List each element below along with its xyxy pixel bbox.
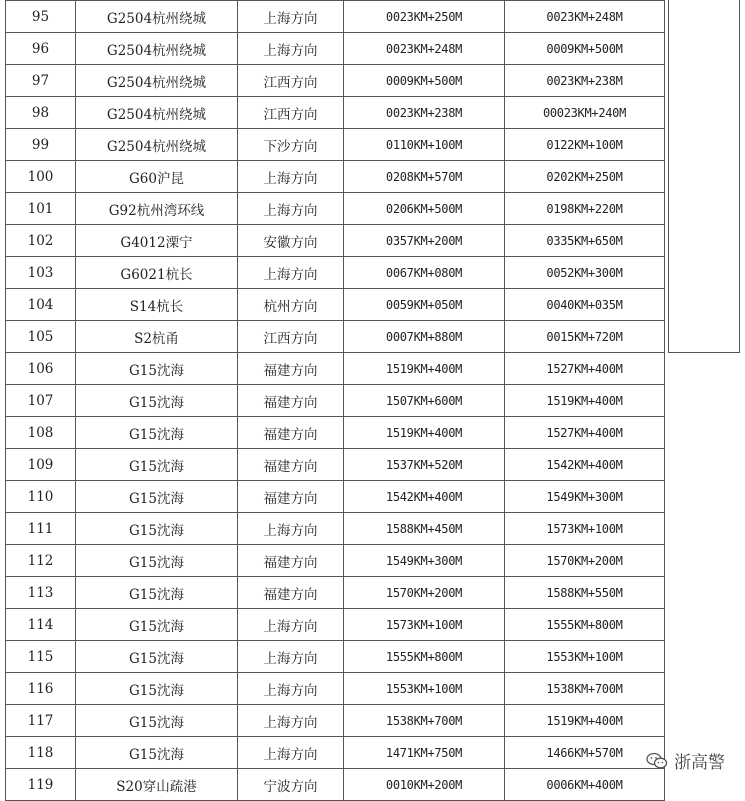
cell-end-stake: 0009KM+500M [505,33,665,65]
table-row [6,161,665,193]
table-row [6,769,665,801]
cell-road: G15沈海 [76,705,238,737]
cell-road: G15沈海 [76,609,238,641]
cell-end-stake: 0015KM+720M [505,321,665,353]
table-row [6,257,665,289]
table-row [6,481,665,513]
cell-direction: 杭州方向 [238,289,344,321]
cell-road: G15沈海 [76,385,238,417]
cell-end-stake: 0052KM+300M [505,257,665,289]
table-row [6,673,665,705]
cell-direction: 福建方向 [238,385,344,417]
cell-road: G15沈海 [76,513,238,545]
cell-direction: 福建方向 [238,417,344,449]
cell-direction: 福建方向 [238,481,344,513]
cell-direction: 福建方向 [238,449,344,481]
road-section-table [5,0,665,801]
cell-direction: 上海方向 [238,609,344,641]
outer-border-bottom [668,352,740,353]
cell-end-stake: 1588KM+550M [505,577,665,609]
table-row [6,737,665,769]
cell-end-stake: 0023KM+238M [505,65,665,97]
cell-start-stake: 0206KM+500M [344,193,505,225]
cell-end-stake: 0006KM+400M [505,769,665,801]
cell-start-stake: 1519KM+400M [344,417,505,449]
cell-direction: 上海方向 [238,257,344,289]
cell-road: S2杭甬 [76,321,238,353]
cell-direction: 上海方向 [238,673,344,705]
cell-start-stake: 0023KM+250M [344,1,505,33]
cell-end-stake: 1549KM+300M [505,481,665,513]
cell-end-stake: 1538KM+700M [505,673,665,705]
cell-direction: 福建方向 [238,353,344,385]
cell-index: 106 [6,353,76,385]
cell-index: 119 [6,769,76,801]
cell-road: G15沈海 [76,417,238,449]
cell-index: 105 [6,321,76,353]
cell-road: G92杭州湾环线 [76,193,238,225]
cell-end-stake: 1519KM+400M [505,385,665,417]
cell-index: 104 [6,289,76,321]
cell-road: G15沈海 [76,673,238,705]
table-body [6,1,665,801]
cell-start-stake: 1553KM+100M [344,673,505,705]
table-row [6,513,665,545]
cell-direction: 福建方向 [238,577,344,609]
cell-end-stake: 0040KM+035M [505,289,665,321]
table-row [6,97,665,129]
cell-start-stake: 1570KM+200M [344,577,505,609]
cell-start-stake: 1549KM+300M [344,545,505,577]
cell-end-stake: 1466KM+570M [505,737,665,769]
cell-road: G2504杭州绕城 [76,97,238,129]
table-row [6,449,665,481]
cell-road: G15沈海 [76,641,238,673]
table-row [6,417,665,449]
cell-direction: 下沙方向 [238,129,344,161]
cell-index: 95 [6,1,76,33]
cell-road: G15沈海 [76,545,238,577]
table-row [6,193,665,225]
cell-end-stake: 1555KM+800M [505,609,665,641]
cell-road: G15沈海 [76,737,238,769]
cell-road: G2504杭州绕城 [76,65,238,97]
cell-road: G15沈海 [76,353,238,385]
cell-road: G15沈海 [76,577,238,609]
cell-index: 108 [6,417,76,449]
cell-index: 102 [6,225,76,257]
cell-direction: 上海方向 [238,641,344,673]
cell-end-stake: 0198KM+220M [505,193,665,225]
cell-start-stake: 0009KM+500M [344,65,505,97]
cell-direction: 上海方向 [238,161,344,193]
cell-start-stake: 1471KM+750M [344,737,505,769]
cell-end-stake: 1519KM+400M [505,705,665,737]
cell-road: G15沈海 [76,481,238,513]
table-row [6,545,665,577]
cell-end-stake: 1542KM+400M [505,449,665,481]
cell-direction: 上海方向 [238,193,344,225]
cell-direction: 安徽方向 [238,225,344,257]
watermark-text: 浙高警 [674,753,725,773]
cell-index: 107 [6,385,76,417]
cell-end-stake: 0122KM+100M [505,129,665,161]
cell-index: 100 [6,161,76,193]
outer-border-right [739,0,740,353]
cell-end-stake: 00023KM+240M [505,97,665,129]
cell-index: 112 [6,545,76,577]
cell-start-stake: 0067KM+080M [344,257,505,289]
cell-direction: 上海方向 [238,1,344,33]
cell-index: 114 [6,609,76,641]
cell-start-stake: 1573KM+100M [344,609,505,641]
cell-index: 109 [6,449,76,481]
cell-direction: 江西方向 [238,65,344,97]
cell-index: 116 [6,673,76,705]
cell-direction: 上海方向 [238,705,344,737]
table-row [6,353,665,385]
cell-end-stake: 0202KM+250M [505,161,665,193]
cell-road: G2504杭州绕城 [76,1,238,33]
cell-direction: 上海方向 [238,737,344,769]
table-row [6,609,665,641]
cell-start-stake: 0023KM+248M [344,33,505,65]
cell-index: 117 [6,705,76,737]
table-row [6,321,665,353]
cell-direction: 宁波方向 [238,769,344,801]
cell-index: 111 [6,513,76,545]
cell-start-stake: 0059KM+050M [344,289,505,321]
cell-index: 110 [6,481,76,513]
cell-direction: 江西方向 [238,97,344,129]
cell-road: G4012溧宁 [76,225,238,257]
cell-start-stake: 1555KM+800M [344,641,505,673]
cell-end-stake: 0023KM+248M [505,1,665,33]
cell-end-stake: 1527KM+400M [505,353,665,385]
cell-road: G2504杭州绕城 [76,33,238,65]
cell-index: 118 [6,737,76,769]
cell-start-stake: 1538KM+700M [344,705,505,737]
cell-end-stake: 1527KM+400M [505,417,665,449]
table-row [6,577,665,609]
cell-start-stake: 0023KM+238M [344,97,505,129]
cell-start-stake: 0357KM+200M [344,225,505,257]
cell-start-stake: 1507KM+600M [344,385,505,417]
cell-direction: 上海方向 [238,33,344,65]
outer-border-left [668,0,669,353]
cell-start-stake: 1537KM+520M [344,449,505,481]
cell-road: G6021杭长 [76,257,238,289]
cell-direction: 上海方向 [238,513,344,545]
cell-end-stake: 1570KM+200M [505,545,665,577]
table-row [6,65,665,97]
cell-road: G15沈海 [76,449,238,481]
table-row [6,641,665,673]
cell-end-stake: 1573KM+100M [505,513,665,545]
table-row [6,385,665,417]
cell-index: 99 [6,129,76,161]
table-row [6,705,665,737]
table-row [6,225,665,257]
cell-index: 96 [6,33,76,65]
cell-start-stake: 1542KM+400M [344,481,505,513]
cell-end-stake: 0335KM+650M [505,225,665,257]
cell-index: 113 [6,577,76,609]
cell-index: 115 [6,641,76,673]
table-row [6,289,665,321]
cell-end-stake: 1553KM+100M [505,641,665,673]
cell-road: S14杭长 [76,289,238,321]
cell-index: 98 [6,97,76,129]
cell-direction: 江西方向 [238,321,344,353]
cell-road: S20穿山疏港 [76,769,238,801]
cell-index: 103 [6,257,76,289]
watermark [646,748,725,773]
wechat-logo-icon [646,752,668,770]
cell-index: 101 [6,193,76,225]
cell-start-stake: 1519KM+400M [344,353,505,385]
cell-start-stake: 0010KM+200M [344,769,505,801]
cell-index: 97 [6,65,76,97]
cell-road: G60沪昆 [76,161,238,193]
cell-road: G2504杭州绕城 [76,129,238,161]
cell-start-stake: 1588KM+450M [344,513,505,545]
cell-direction: 福建方向 [238,545,344,577]
table-row [6,129,665,161]
cell-start-stake: 0110KM+100M [344,129,505,161]
table-row [6,33,665,65]
cell-start-stake: 0007KM+880M [344,321,505,353]
table-row [6,1,665,33]
cell-start-stake: 0208KM+570M [344,161,505,193]
